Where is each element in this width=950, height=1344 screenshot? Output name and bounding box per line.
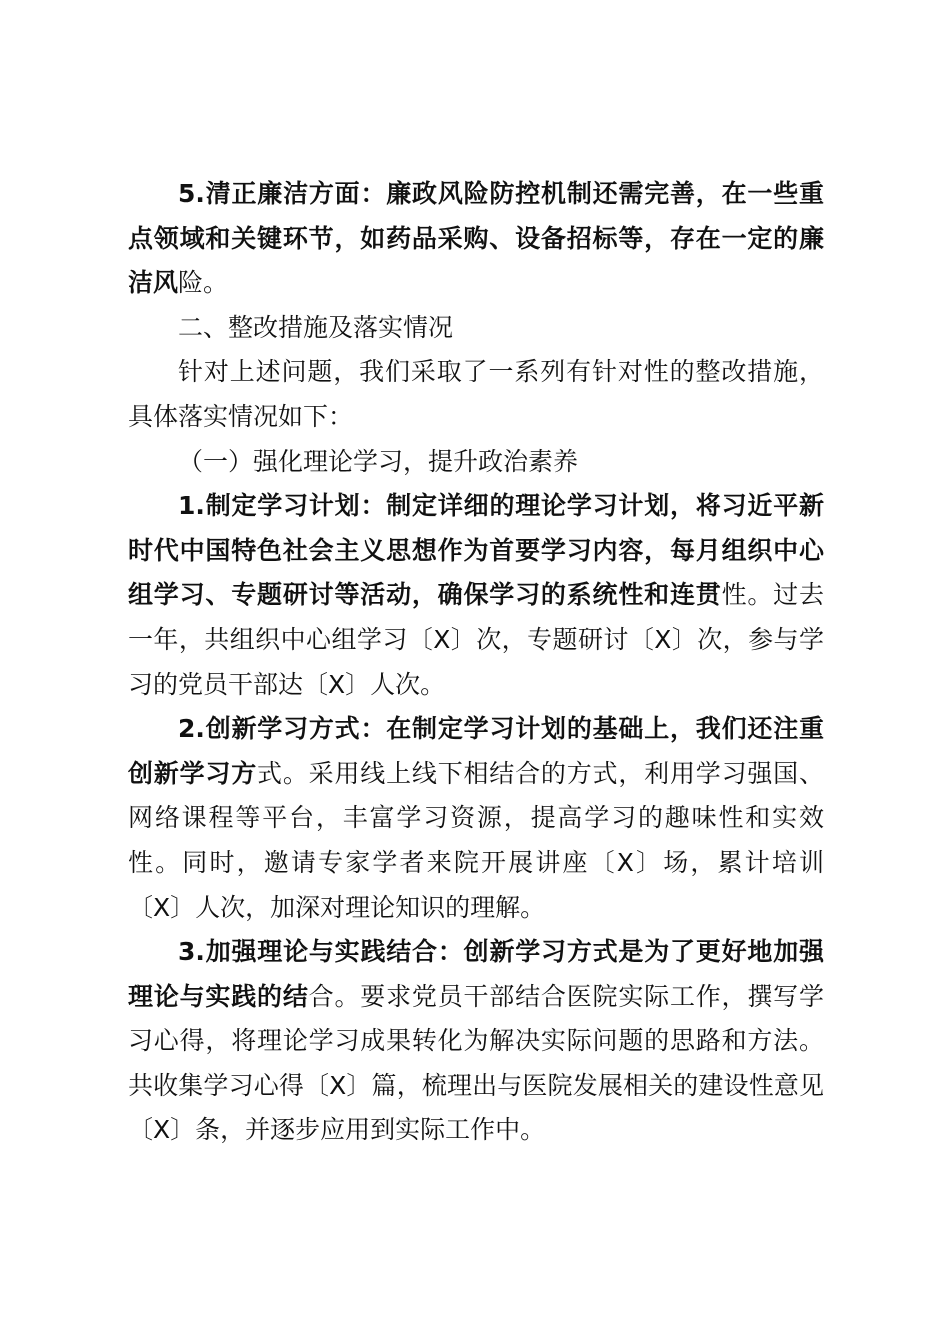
- paragraph-text: 性。过去一年，共组织中心组学习〔X〕次，专题研讨〔X〕次，参与学习的党员干部达〔X〕人次。: [128, 580, 824, 699]
- paragraph-lead: 5.清正廉洁方面：廉政风险防控机制还需完善，在一些重点领域和关键环节，如药品采购、设备招标等，存在一定的廉洁风: [128, 179, 824, 298]
- paragraph-text: （一）强化理论学习，提升政治素养: [178, 446, 579, 476]
- paragraph-text: 合。要求党员干部结合医院实际工作，撰写学习心得，将理论学习成果转化为解决实际问题的思路和方法。共收集学习心得〔X〕篇，梳理出与医院发展相关的建设性意见〔X〕条，并逐步应用到实际工作中。: [128, 981, 824, 1145]
- paragraph-lead: 1.制定学习计划：制定详细的理论学习计划，将习近平新时代中国特色社会主义思想作为首要学习内容，每月组织中心组学习、专题研讨等活动，确保学习的系统性和连贯: [128, 491, 824, 610]
- paragraph-intro: [128, 350, 824, 439]
- paragraph-text: 二、整改措施及落实情况: [178, 312, 454, 342]
- document-body: [128, 172, 824, 1153]
- paragraph-study-plan: [128, 484, 824, 707]
- paragraph-study-methods: [128, 707, 824, 930]
- paragraph-lead: 2.创新学习方式：在制定学习计划的基础上，我们还注重创新学习方: [128, 714, 824, 788]
- paragraph-text: 险。: [178, 268, 229, 298]
- paragraph-integrity-risk: [128, 172, 824, 306]
- paragraph-text: 式。采用线上线下相结合的方式，利用学习强国、网络课程等平台，丰富学习资源，提高学习的趣味性和实效性。同时，邀请专家学者来院开展讲座〔X〕场，累计培训〔X〕人次，加深对理论知识的理解。: [128, 758, 824, 922]
- paragraph-theory-practice: [128, 930, 824, 1153]
- paragraph-text: 针对上述问题，我们采取了一系列有针对性的整改措施，具体落实情况如下：: [128, 357, 824, 431]
- section-heading-rectification: [128, 306, 824, 351]
- subsection-heading-theory-study: [128, 440, 824, 485]
- paragraph-lead: 3.加强理论与实践结合：创新学习方式是为了更好地加强理论与实践的结: [128, 937, 824, 1011]
